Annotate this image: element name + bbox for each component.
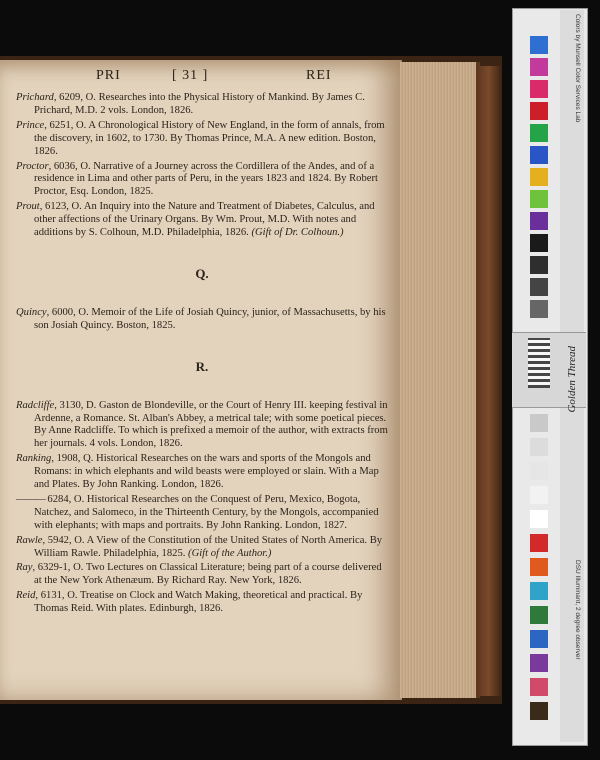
entry-name: Ray xyxy=(16,562,33,574)
entries-q xyxy=(16,307,388,333)
color-swatch xyxy=(530,654,548,672)
entry-name: Proctor xyxy=(16,160,49,172)
entry-text: , 1908, Q. Historical Researches on the wars and sports of the Mongols and Romans: in which elephants and wild beasts were employed or slain. With a Map and Plates. By John Ranking. London, 1826. xyxy=(34,453,379,491)
color-swatch xyxy=(530,582,548,600)
entry-text: , 6251, O. A Chronological History of New England, in the form of annals, from the discovery, in 1602, to 1730. By Thomas Prince, M.A. A new edition. Boston, 1826. xyxy=(34,119,385,157)
color-swatch xyxy=(530,146,548,164)
entry-text: , 6036, O. Narrative of a Journey across the Cordillera of the Andes, and of a residence in Lima and other parts of Peru, in the years 1823 and 1824. By Robert Proctor, Esq. London, 1825. xyxy=(34,160,378,198)
color-swatch xyxy=(530,534,548,552)
catalog-entry xyxy=(16,494,388,533)
barcode-icon xyxy=(528,338,550,388)
color-swatch xyxy=(530,702,548,720)
color-swatch xyxy=(530,168,548,186)
entry-gift-note: (Gift of the Author.) xyxy=(185,547,272,559)
entry-name: Quincy xyxy=(16,306,47,318)
color-swatch xyxy=(530,58,548,76)
running-header xyxy=(0,68,402,86)
entries-p xyxy=(16,92,388,240)
entries-r xyxy=(16,400,388,617)
entry-text: , 6131, O. Treatise on Clock and Watch Making, theoretical and practical. By Thomas Reid. With plates. Edinburgh, 1826. xyxy=(34,590,363,615)
catalog-entry xyxy=(16,400,388,452)
color-swatch xyxy=(530,510,548,528)
color-swatch xyxy=(530,558,548,576)
entry-name: Prout xyxy=(16,201,40,213)
checker-top-label: Colors by Munsell Color Services Lab xyxy=(574,14,581,123)
catalog-entry xyxy=(16,535,388,561)
entry-gift-note: (Gift of Dr. Colhoun.) xyxy=(248,227,344,239)
color-swatch xyxy=(530,300,548,318)
color-swatch xyxy=(530,190,548,208)
entry-text: , 3130, D. Gaston de Blondeville, or the Court of Henry III. keeping festival in Ardenne, a Romance. St. Alban's Abbey, a metrical tale; with some poetical pieces. By Anne Radcliffe. To which is prefixed a memoir of the author, with extracts from her journals. 4 vols. London, 1826. xyxy=(34,399,388,450)
section-heading-r: R. xyxy=(195,358,209,374)
entry-text: , 6123, O. An Inquiry into the Nature and Treatment of Diabetes, Calculus, and other affections of the Urinary Organs. By Wm. Prout, M.D. With notes and additions by S. Colhoun, M.D. Philadelphia, 1826. xyxy=(34,201,375,239)
catalog-content xyxy=(16,92,388,618)
page-number: [ 31 ] xyxy=(172,68,209,83)
entry-name: Ranking xyxy=(16,453,52,465)
catalog-entry xyxy=(16,453,388,492)
entry-text: 6284, O. Historical Researches on the Conquest of Peru, Mexico, Bogota, Natchez, and Salomeco, in the Thirteenth Century, by the Mongols, accompanied with elephants; with maps and portraits. By John Ranking. London, 1827. xyxy=(34,493,379,531)
entry-name: Radcliffe xyxy=(16,399,55,411)
entry-text: , 6000, O. Memoir of the Life of Josiah Quincy, junior, of Massachusetts, by his son Josiah Quincy. Boston, 1825. xyxy=(34,306,386,331)
section-heading-q: Q. xyxy=(195,265,209,281)
color-swatch xyxy=(530,212,548,230)
catalog-entry xyxy=(16,307,388,333)
gilded-thread-label: Golden Thread xyxy=(566,346,578,413)
checker-bottom-label: DSU Illuminant, 2 degree observer xyxy=(574,560,581,660)
entry-name: Reid xyxy=(16,590,36,602)
entry-name: Rawle xyxy=(16,534,43,546)
color-swatch xyxy=(530,486,548,504)
color-swatch xyxy=(530,102,548,120)
entry-name: Prichard xyxy=(16,92,54,103)
color-swatch xyxy=(530,414,548,432)
header-left: PRI xyxy=(96,68,121,83)
entry-text: , 5942, O. A View of the Constitution of the United States of North America. By William Rawle. Philadelphia, 1825. xyxy=(34,534,383,559)
header-right: REI xyxy=(306,68,332,83)
color-swatch xyxy=(530,278,548,296)
color-swatch xyxy=(530,606,548,624)
color-swatch xyxy=(530,678,548,696)
page-edges xyxy=(400,62,480,698)
color-swatch xyxy=(530,630,548,648)
color-swatch xyxy=(530,438,548,456)
catalog-entry xyxy=(16,590,388,616)
catalog-entry xyxy=(16,201,388,240)
entry-text: , 6329-1, O. Two Lectures on Classical Literature; being part of a course delivered at the New York Athenæum. By Richard Ray. New York, 1826. xyxy=(32,562,382,587)
entry-text: , 6209, O. Researches into the Physical History of Mankind. By James C. Prichard, M.D. 2 vols. London, 1826. xyxy=(34,92,365,116)
color-swatch xyxy=(530,124,548,142)
color-swatch xyxy=(530,462,548,480)
catalog-entry xyxy=(16,120,388,159)
color-swatch xyxy=(530,256,548,274)
catalog-entry xyxy=(16,562,388,588)
color-swatch xyxy=(530,234,548,252)
catalog-entry xyxy=(16,161,388,200)
color-swatch xyxy=(530,80,548,98)
entry-name: Prince xyxy=(16,119,45,131)
color-swatch xyxy=(530,36,548,54)
book-spine xyxy=(476,66,502,696)
entry-dash: ——— xyxy=(16,493,45,505)
catalog-entry xyxy=(16,92,388,118)
